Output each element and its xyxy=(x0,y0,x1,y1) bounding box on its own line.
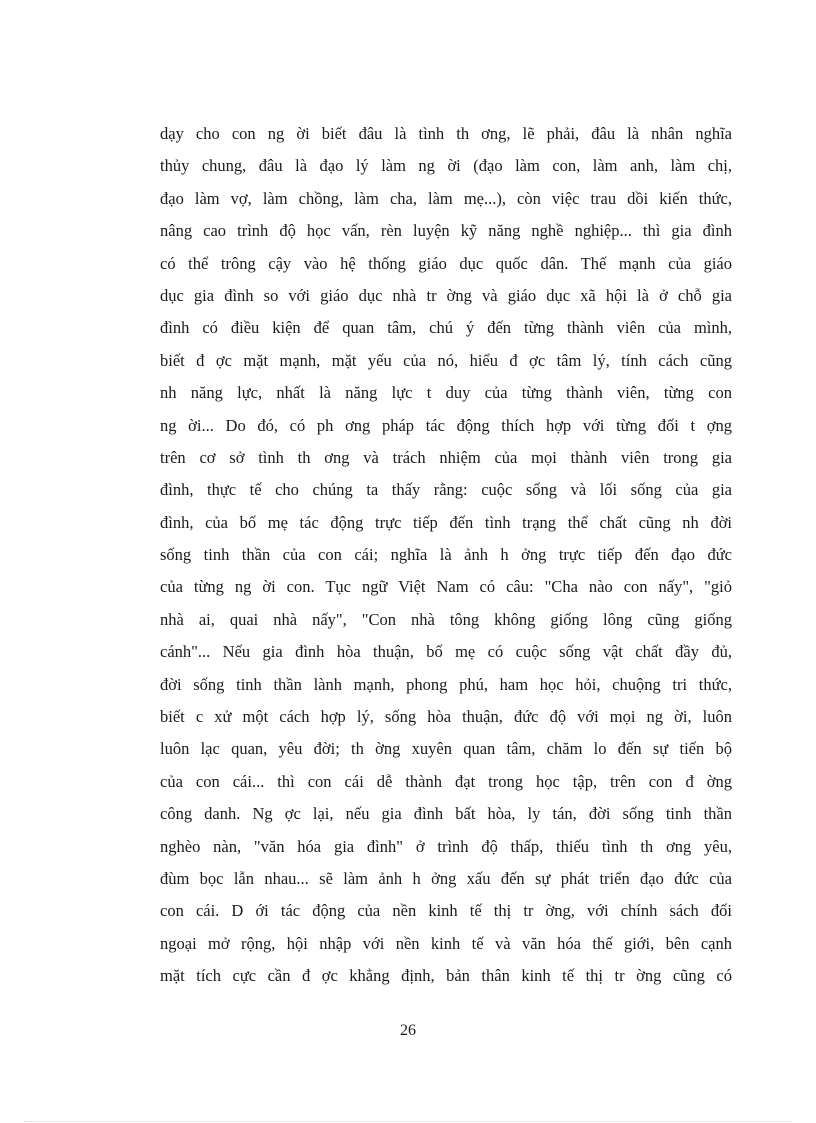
text-line: nhà ai, quai nhà nấy", "Con nhà tông không giống lông cũng giống xyxy=(160,609,732,629)
text-line: đình có điều kiện để quan tâm, chú ý đến từng thành viên của mình, xyxy=(160,318,732,338)
text-line: sống tinh thần của con cái; nghĩa là ảnh h ởng trực tiếp đến đạo đức xyxy=(160,545,732,565)
text-line: có thể trông cậy vào hệ thống giáo dục quốc dân. Thế mạnh của giáo xyxy=(160,253,732,273)
text-line: luôn lạc quan, yêu đời; th ờng xuyên quan tâm, chăm lo đến sự tiến bộ xyxy=(160,739,732,759)
text-line: dạy cho con ng ời biết đâu là tình th ơng, lẽ phải, đâu là nhân nghĩa xyxy=(160,124,732,143)
page-number: 26 xyxy=(400,1022,416,1039)
text-line: dục gia đình so với giáo dục nhà tr ờng và giáo dục xã hội là ở chỗ gia xyxy=(160,285,732,305)
page-bottom-divider xyxy=(24,1121,792,1122)
text-line: cánh"... Nếu gia đình hòa thuận, bố mẹ có cuộc sống vật chất đầy đủ, xyxy=(160,642,732,662)
text-line: thủy chung, đâu là đạo lý làm ng ời (đạo làm con, làm anh, làm chị, xyxy=(160,156,732,176)
body-paragraph xyxy=(160,118,732,993)
text-line: ng ời... Do đó, có ph ơng pháp tác động thích hợp với từng đối t ợng xyxy=(160,415,732,435)
text-line: công danh. Ng ợc lại, nếu gia đình bất hòa, ly tán, đời sống tinh thần xyxy=(160,804,732,824)
text-line: đạo làm vợ, làm chồng, làm cha, làm mẹ...), còn việc trau dồi kiến thức, xyxy=(160,188,732,208)
text-line: của con cái... thì con cái dễ thành đạt trong học tập, trên con đ ờng xyxy=(160,771,732,791)
text-line: ngoại mở rộng, hội nhập với nền kinh tế và văn hóa thế giới, bên cạnh xyxy=(160,933,732,953)
text-line: mặt tích cực cần đ ợc khẳng định, bản thân kinh tế thị tr ờng cũng có xyxy=(160,966,732,986)
text-line: biết đ ợc mặt mạnh, mặt yếu của nó, hiểu đ ợc tâm lý, tính cách cũng xyxy=(160,350,732,370)
text-line: của từng ng ời con. Tục ngữ Việt Nam có câu: "Cha nào con nấy", "giỏ xyxy=(160,577,732,597)
text-line: nh năng lực, nhất là năng lực t duy của từng thành viên, từng con xyxy=(160,383,732,403)
text-line: con cái. D ới tác động của nền kinh tế thị tr ờng, với chính sách đối xyxy=(160,901,732,921)
text-line: đình, của bố mẹ tác động trực tiếp đến tình trạng thể chất cũng nh đời xyxy=(160,512,732,532)
text-line: nâng cao trình độ học vấn, rèn luyện kỹ năng nghề nghiệp... thì gia đình xyxy=(160,221,732,241)
text-line: đình, thực tế cho chúng ta thấy rằng: cuộc sống và lối sống của gia xyxy=(160,480,732,500)
text-line: nghèo nàn, "văn hóa gia đình" ở trình độ thấp, thiếu tình th ơng yêu, xyxy=(160,836,732,856)
text-line: đời sống tinh thần lành mạnh, phong phú, ham học hỏi, chuộng tri thức, xyxy=(160,674,732,694)
text-line: trên cơ sở tình th ơng và trách nhiệm của mọi thành viên trong gia xyxy=(160,447,732,467)
text-line: biết c xử một cách hợp lý, sống hòa thuận, đức độ với mọi ng ời, luôn xyxy=(160,707,732,727)
text-line: đùm bọc lẫn nhau... sẽ làm ảnh h ởng xấu đến sự phát triển đạo đức của xyxy=(160,868,732,888)
